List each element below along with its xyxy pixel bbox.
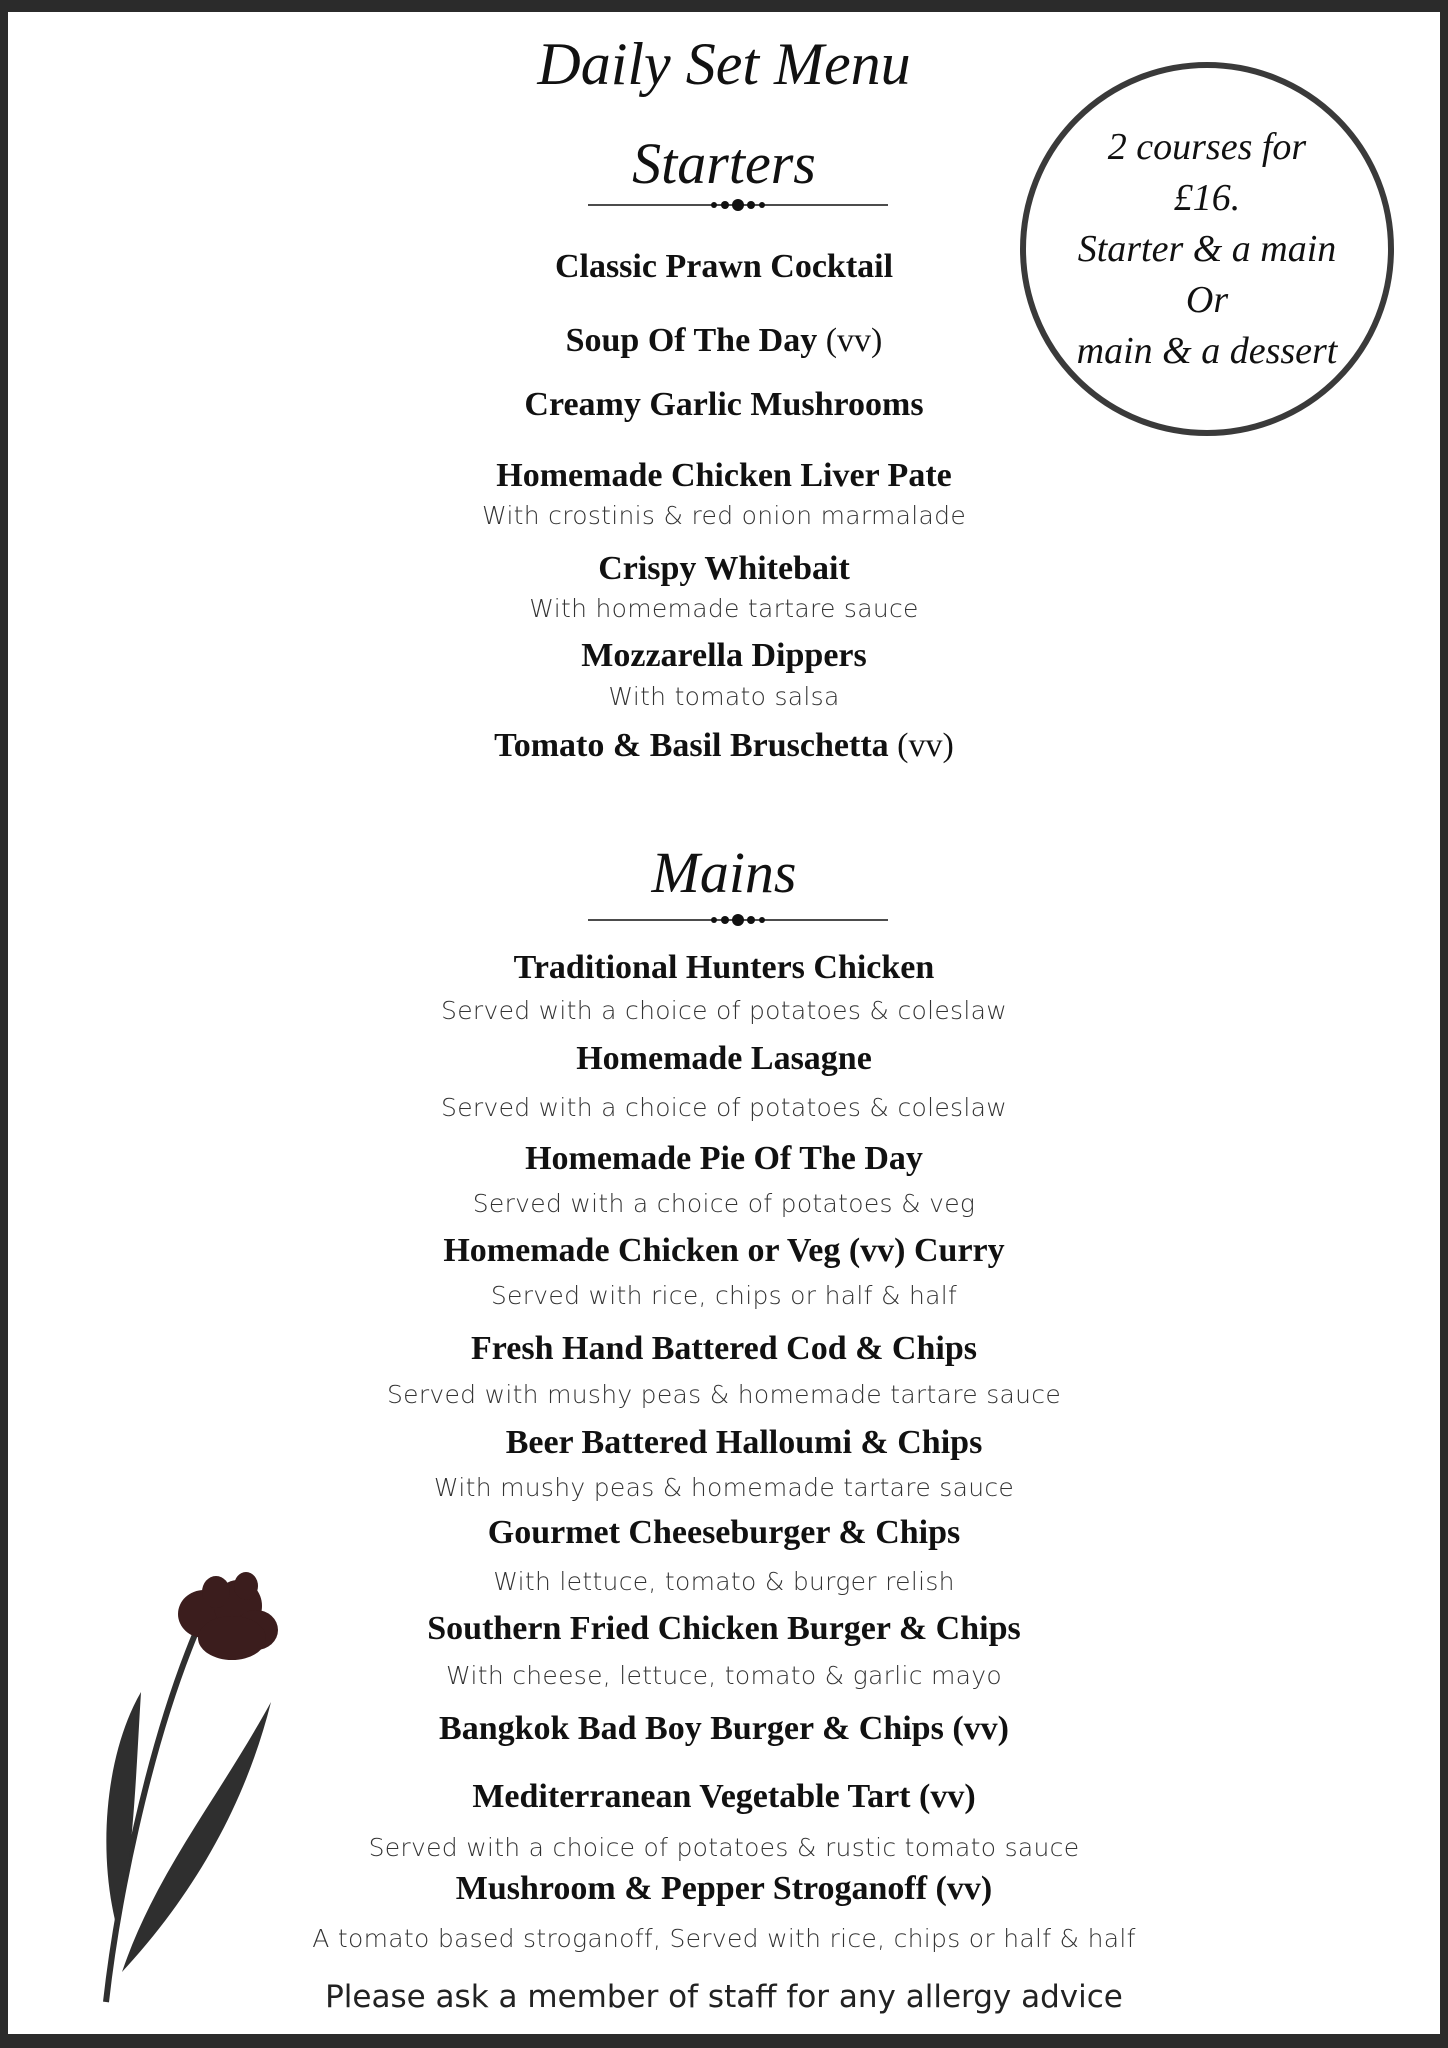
menu-item <box>8 550 1440 588</box>
ornament-divider-icon <box>588 910 888 930</box>
menu-item <box>8 322 1440 360</box>
offer-line: main & a dessert <box>1076 329 1338 372</box>
item-description: With lettuce, tomato & burger relish <box>493 1567 955 1596</box>
item-description: Served with a choice of potatoes & coleslaw <box>441 996 1007 1025</box>
vegan-tag: (vv) <box>897 727 954 764</box>
item-name: Homemade Chicken Liver Pate <box>496 457 952 494</box>
offer-line: £16. <box>1173 176 1241 219</box>
item-name: Mozzarella Dippers <box>581 637 867 674</box>
item-name: Creamy Garlic Mushrooms <box>524 386 924 423</box>
vegan-tag: (vv) <box>825 322 883 359</box>
menu-item <box>8 386 1440 424</box>
offer-line: Starter & a main <box>1077 227 1337 270</box>
item-description: With mushy peas & homemade tartare sauce <box>433 1473 1015 1502</box>
offer-line: 2 courses for <box>1107 125 1307 168</box>
menu-item: Gourmet Cheeseburger & Chips <box>487 1514 961 1551</box>
item-description: Served with rice, chips or half & half <box>490 1281 958 1310</box>
menu-item: Homemade Lasagne <box>576 1040 872 1077</box>
item-name: Classic Prawn Cocktail <box>554 248 894 285</box>
allergy-notice: Please ask a member of staff for any allergy advice <box>325 1979 1123 2015</box>
item-description: Served with a choice of potatoes & veg <box>472 1189 976 1218</box>
item-description: A tomato based stroganoff, Served with rice, chips or half & half <box>312 1924 1136 1953</box>
menu-item: Homemade Pie Of The Day <box>525 1140 923 1177</box>
menu-item: Southern Fried Chicken Burger & Chips <box>427 1610 1021 1647</box>
menu-item <box>8 248 1440 286</box>
menu-title: Daily Set Menu <box>537 31 911 97</box>
menu-item <box>8 637 1440 675</box>
menu-item: Mediterranean Vegetable Tart (vv) <box>472 1778 976 1815</box>
item-name: Soup Of The Day <box>565 322 818 359</box>
item-description: Served with mushy peas & homemade tartare sauce <box>386 1380 1062 1409</box>
menu-item <box>8 457 1440 495</box>
ornament-divider-icon <box>588 195 888 215</box>
menu-item: Bangkok Bad Boy Burger & Chips (vv) <box>439 1710 1009 1747</box>
starters-heading: Starters <box>632 131 816 196</box>
item-name: Tomato & Basil Bruschetta <box>494 727 889 764</box>
menu-item: Mushroom & Pepper Stroganoff (vv) <box>455 1870 993 1907</box>
menu-item: Fresh Hand Battered Cod & Chips <box>471 1330 977 1367</box>
item-description: Served with a choice of potatoes & rustic tomato sauce <box>368 1833 1080 1862</box>
menu-item: Beer Battered Halloumi & Chips <box>505 1424 983 1461</box>
item-description: With cheese, lettuce, tomato & garlic mayo <box>446 1661 1002 1690</box>
mains-heading: Mains <box>651 840 797 905</box>
item-description: With crostinis & red onion marmalade <box>481 501 967 530</box>
tulip-illustration-icon <box>96 1552 286 2012</box>
item-name: Crispy Whitebait <box>598 550 850 587</box>
menu-item: Traditional Hunters Chicken <box>513 949 935 986</box>
item-description: Served with a choice of potatoes & coleslaw <box>441 1093 1007 1122</box>
menu-page <box>8 12 1440 2034</box>
menu-item: Homemade Chicken or Veg (vv) Curry <box>443 1232 1005 1269</box>
offer-line: Or <box>1185 278 1229 321</box>
item-description: With homemade tartare sauce <box>529 594 919 623</box>
menu-item <box>8 727 1440 765</box>
item-description: With tomato salsa <box>608 682 840 711</box>
